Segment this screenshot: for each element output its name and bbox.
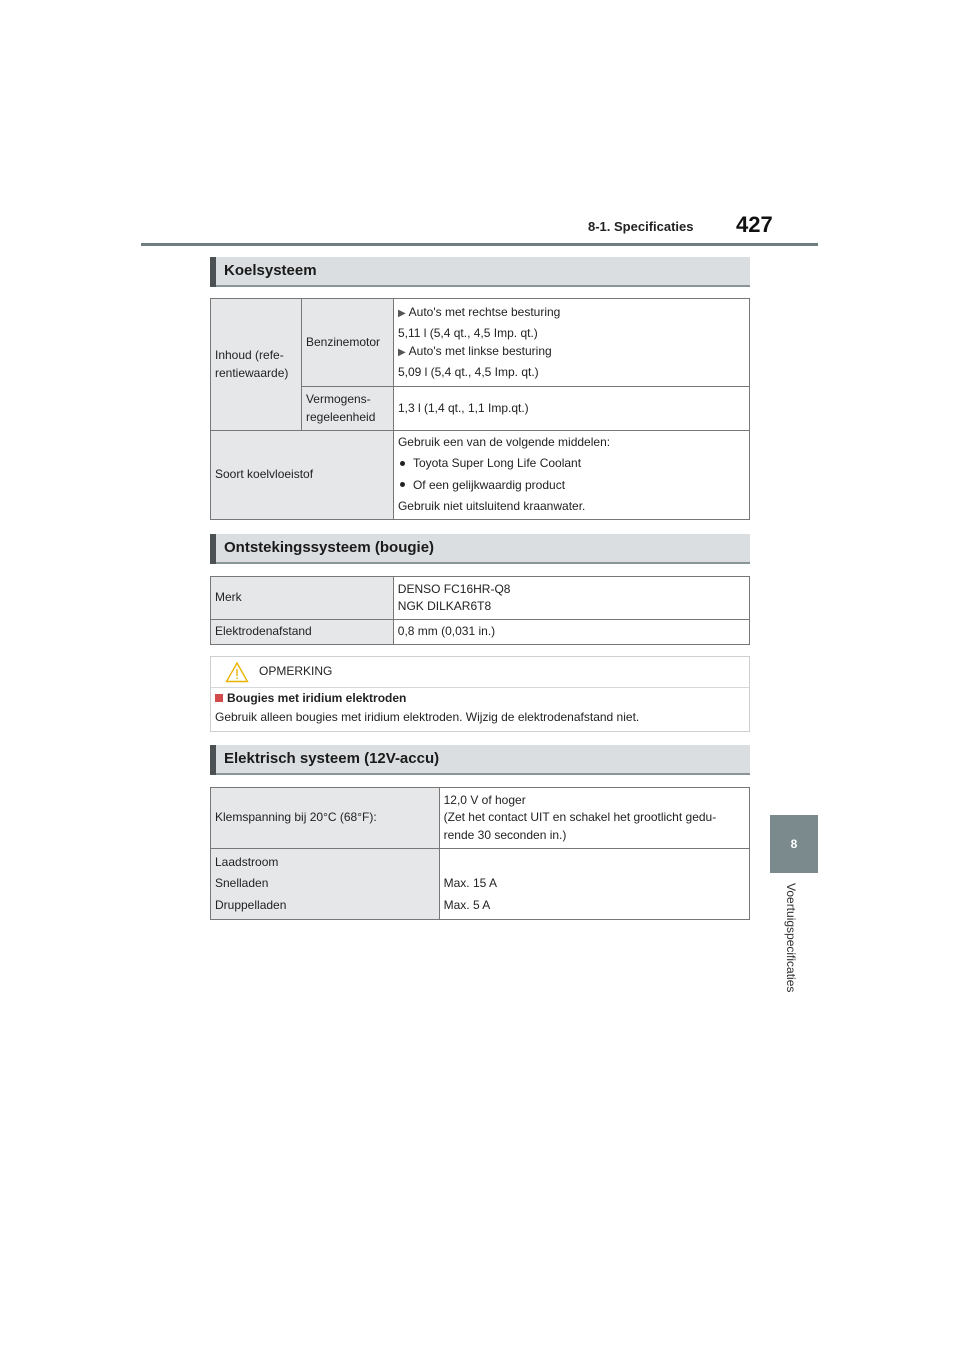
brand-label-cell [211, 577, 394, 620]
chapter-number: 8 [790, 837, 798, 851]
brand-label: Merk [215, 590, 242, 605]
warning-triangle-icon [225, 661, 249, 683]
coolant-option: Of een gelijkwaardig product [412, 477, 566, 492]
section-title: Koelsysteem [224, 262, 317, 279]
bullet-icon [400, 461, 405, 466]
brand-value: NGK DILKAR6T8 [397, 599, 492, 613]
note-subtitle-text: Bougies met iridium elektroden [227, 691, 407, 705]
note-text: Gebruik alleen bougies met iridium elektroden. Wijzig de elektrodenafstand niet. [215, 710, 640, 724]
engine-label: Benzinemotor [305, 334, 381, 349]
voltage-label-cell [211, 788, 440, 849]
triangle-right-icon: ▶ [397, 346, 406, 358]
section-header-koelsysteem [210, 257, 750, 287]
capacity-label-cell [211, 299, 302, 431]
section-bar [210, 745, 216, 775]
table-row [211, 577, 750, 620]
section-title: Elektrisch systeem (12V-accu) [224, 750, 440, 767]
koelsysteem-table [210, 298, 750, 520]
coolant-value-cell [393, 431, 749, 520]
chapter-tab[interactable] [770, 815, 818, 873]
pcu-label-cell [301, 387, 393, 431]
note-title: OPMERKING [259, 664, 333, 678]
charge-label: Laadstroom [215, 854, 279, 869]
header-rule [141, 243, 818, 246]
charge-label-cell [211, 849, 440, 920]
voltage-note: (Zet het contact UIT en schakel het grootlicht gedu- [443, 810, 717, 825]
section-header-elektrisch [210, 745, 750, 775]
gap-label-cell [211, 620, 394, 645]
voltage-label: Klemspanning bij 20°C (68°F): [215, 810, 377, 825]
table-row [211, 620, 750, 645]
section-title: Ontstekingssysteem (bougie) [224, 539, 435, 556]
slow-label: Druppelladen [215, 897, 287, 912]
coolant-label: Soort koelvloeistof [215, 467, 314, 482]
capacity-label-line: Inhoud (refe- [215, 348, 284, 363]
lhd-label: Auto's met linkse besturing [408, 343, 552, 358]
pcu-label-line: regeleenheid [305, 409, 376, 424]
elektrisch-table [210, 787, 750, 920]
quick-label: Snelladen [215, 876, 269, 891]
section-bar [210, 534, 216, 564]
voltage-note: rende 30 seconden in.) [443, 827, 567, 842]
chapter-side-label [784, 883, 804, 1013]
coolant-intro: Gebruik een van de volgende middelen: [397, 435, 611, 449]
table-row [211, 431, 750, 520]
brand-value-cell [393, 577, 749, 620]
quick-value: Max. 15 A [443, 876, 497, 891]
engine-value-cell [393, 299, 749, 387]
pcu-label-line: Vermogens- [305, 392, 371, 407]
triangle-right-icon: ▶ [397, 307, 406, 319]
lhd-value: 5,09 l (5,4 qt., 4,5 Imp. qt.) [397, 365, 539, 379]
page-number: 427 [736, 212, 773, 237]
table-row [211, 788, 750, 849]
table-row [211, 849, 750, 920]
gap-label: Elektrodenafstand [215, 624, 312, 639]
voltage-value-cell [439, 788, 749, 849]
ontsteking-table [210, 576, 750, 645]
gap-value-cell [393, 620, 749, 645]
slow-value: Max. 5 A [443, 897, 491, 912]
rhd-value: 5,11 l (5,4 qt., 4,5 Imp. qt.) [397, 326, 538, 341]
section-header-ontsteking [210, 534, 750, 564]
header-section-title: 8-1. Specificaties [588, 219, 694, 234]
coolant-label-cell [211, 431, 394, 520]
engine-label-cell [301, 299, 393, 387]
gap-value: 0,8 mm (0,031 in.) [397, 624, 496, 639]
coolant-option: Toyota Super Long Life Coolant [412, 456, 582, 471]
pcu-value: 1,3 l (1,4 qt., 1,1 Imp.qt.) [397, 400, 529, 415]
bullet-icon [400, 482, 405, 487]
note-box [210, 656, 750, 732]
pcu-value-cell [393, 387, 749, 431]
capacity-label-line: rentiewaarde) [215, 365, 289, 380]
voltage-value: 12,0 V of hoger [443, 792, 526, 807]
red-square-icon [215, 694, 223, 702]
brand-value: DENSO FC16HR-Q8 [397, 581, 511, 596]
section-bar [210, 257, 216, 287]
table-row [211, 299, 750, 387]
rhd-label: Auto's met rechtse besturing [408, 304, 561, 319]
coolant-note: Gebruik niet uitsluitend kraanwater. [397, 499, 586, 514]
charge-value-cell [439, 849, 749, 920]
note-header [211, 657, 749, 688]
note-subtitle [215, 691, 406, 705]
chapter-label-text: Voertuigspecificaties [784, 883, 798, 993]
